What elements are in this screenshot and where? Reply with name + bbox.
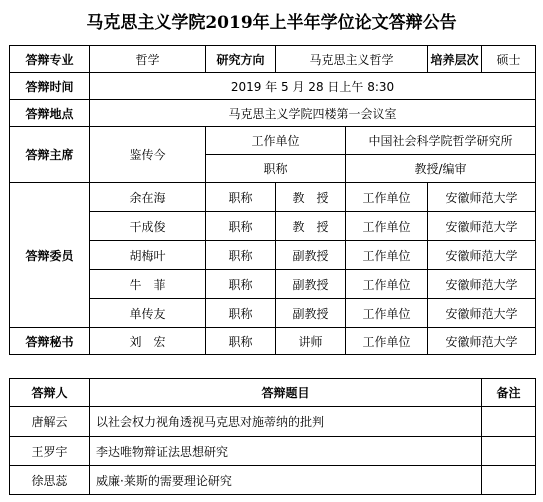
major-value: 哲学 (90, 46, 206, 73)
defender-name: 徐思蕊 (10, 466, 90, 495)
member-name: 胡梅叶 (90, 241, 206, 270)
member-unit: 安徽师范大学 (428, 212, 536, 241)
member-unit-label: 工作单位 (346, 270, 428, 299)
place-label: 答辩地点 (10, 100, 90, 127)
secretary-name: 刘 宏 (90, 328, 206, 355)
member-title-label: 职称 (206, 270, 276, 299)
header-topic: 答辩题目 (90, 379, 482, 407)
member-unit: 安徽师范大学 (428, 270, 536, 299)
member-name: 牛 菲 (90, 270, 206, 299)
member-title-label: 职称 (206, 241, 276, 270)
chair-label: 答辩主席 (10, 127, 90, 183)
announcement-table (9, 45, 536, 355)
member-name: 干成俊 (90, 212, 206, 241)
thesis-topic: 李达唯物辩证法思想研究 (90, 437, 482, 466)
chair-title-label: 职称 (206, 155, 346, 183)
row-note (482, 437, 536, 466)
member-title-label: 职称 (206, 212, 276, 241)
member-unit: 安徽师范大学 (428, 183, 536, 212)
row-note (482, 407, 536, 437)
place-value: 马克思主义学院四楼第一会议室 (90, 100, 536, 127)
secretary-label: 答辩秘书 (10, 328, 90, 355)
table-row (10, 407, 536, 437)
page-title: 马克思主义学院2019年上半年学位论文答辩公告 (86, 13, 457, 33)
member-unit-label: 工作单位 (346, 212, 428, 241)
table-row (10, 183, 536, 212)
member-unit: 安徽师范大学 (428, 299, 536, 328)
secretary-unit-label: 工作单位 (346, 328, 428, 355)
defender-name: 王罗宇 (10, 437, 90, 466)
chair-title-value: 教授/编审 (346, 155, 536, 183)
time-label: 答辩时间 (10, 73, 90, 100)
major-label: 答辩专业 (10, 46, 90, 73)
member-unit-label: 工作单位 (346, 183, 428, 212)
direction-value: 马克思主义哲学 (276, 46, 428, 73)
member-title: 副教授 (276, 299, 346, 328)
member-unit: 安徽师范大学 (428, 241, 536, 270)
member-title: 教 授 (276, 183, 346, 212)
member-title: 副教授 (276, 241, 346, 270)
member-name: 单传友 (90, 299, 206, 328)
thesis-topic: 威廉·莱斯的需要理论研究 (90, 466, 482, 495)
chair-unit-value: 中国社会科学院哲学研究所 (346, 127, 536, 155)
member-unit-label: 工作单位 (346, 299, 428, 328)
member-unit-label: 工作单位 (346, 241, 428, 270)
member-title: 副教授 (276, 270, 346, 299)
secretary-unit: 安徽师范大学 (428, 328, 536, 355)
header-note: 备注 (482, 379, 536, 407)
level-value: 硕士 (482, 46, 536, 73)
secretary-title-label: 职称 (206, 328, 276, 355)
committee-label: 答辩委员 (10, 183, 90, 328)
defender-name: 唐解云 (10, 407, 90, 437)
table-row (10, 328, 536, 355)
table-row (10, 437, 536, 466)
header-person: 答辩人 (10, 379, 90, 407)
secretary-title: 讲师 (276, 328, 346, 355)
defense-list-table (9, 378, 536, 495)
level-label: 培养层次 (428, 46, 482, 73)
time-value: 2019 年 5 月 28 日上午 8:30 (90, 73, 536, 100)
member-title-label: 职称 (206, 183, 276, 212)
member-title: 教 授 (276, 212, 346, 241)
chair-name: 鉴传今 (90, 127, 206, 183)
row-note (482, 466, 536, 495)
direction-label: 研究方向 (206, 46, 276, 73)
chair-unit-label: 工作单位 (206, 127, 346, 155)
member-name: 余在海 (90, 183, 206, 212)
table-row (10, 466, 536, 495)
member-title-label: 职称 (206, 299, 276, 328)
thesis-topic: 以社会权力视角透视马克思对施蒂纳的批判 (90, 407, 482, 437)
